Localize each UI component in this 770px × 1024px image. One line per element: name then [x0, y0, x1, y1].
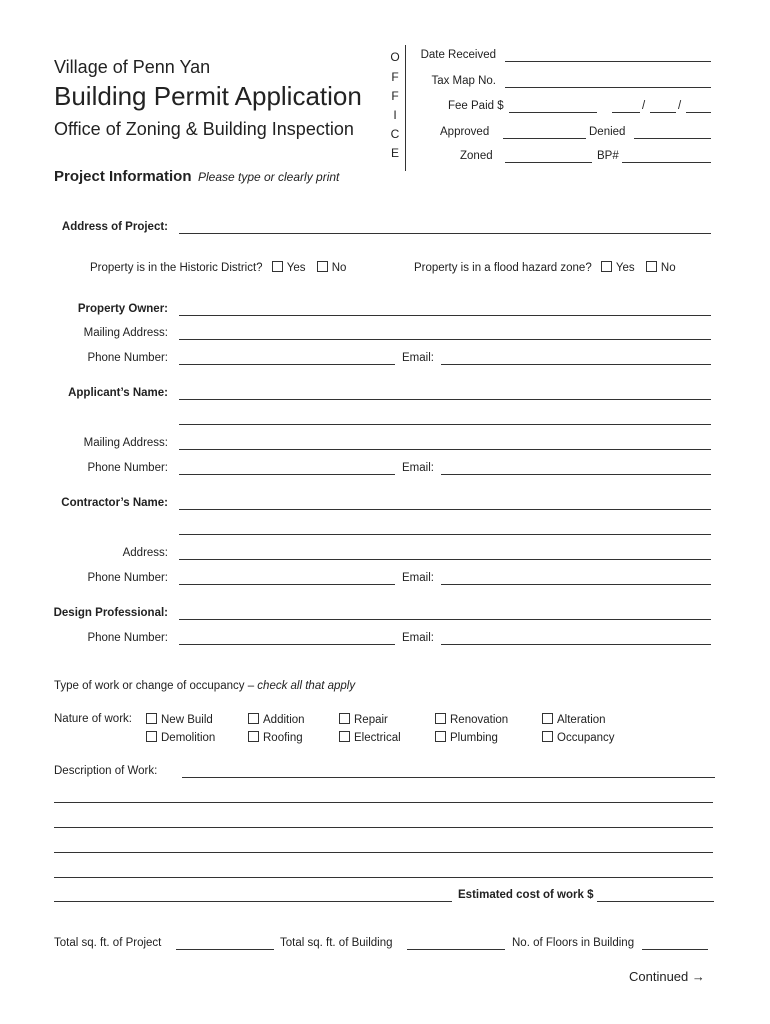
checkbox-icon[interactable]: [146, 731, 157, 742]
flood-yes-label: Yes: [615, 262, 635, 274]
flood-no-option[interactable]: [646, 262, 676, 274]
zoned-label: Zoned: [460, 150, 493, 162]
building-sqft-field[interactable]: [407, 949, 505, 950]
zoned-field[interactable]: [505, 162, 592, 163]
office-letter: O: [390, 50, 400, 64]
design-email-field[interactable]: [441, 644, 711, 645]
owner-mailing-label: Mailing Address:: [83, 327, 168, 339]
option-plumbing[interactable]: [435, 731, 498, 744]
option-electrical[interactable]: [339, 731, 401, 744]
checkbox-icon[interactable]: [146, 713, 157, 724]
description-line-6[interactable]: [54, 901, 452, 902]
description-line-1[interactable]: [182, 777, 715, 778]
option-label: Alteration: [557, 714, 606, 726]
historic-district-question: [90, 261, 346, 274]
applicant-phone-label: Phone Number:: [87, 462, 168, 474]
option-label: Addition: [263, 714, 305, 726]
option-new-build[interactable]: [146, 713, 213, 726]
historic-no-option[interactable]: [317, 262, 347, 274]
arrow-right-icon: →: [691, 969, 705, 984]
description-line-4[interactable]: [54, 852, 713, 853]
historic-question-text: Property is in the Historic District?: [90, 262, 263, 274]
design-professional-field[interactable]: [179, 619, 711, 620]
owner-email-field[interactable]: [441, 364, 711, 365]
contractor-email-field[interactable]: [441, 584, 711, 585]
type-of-work-heading: [54, 680, 355, 692]
checkbox-icon[interactable]: [435, 713, 446, 724]
nature-of-work-label: Nature of work:: [54, 713, 132, 725]
property-owner-field[interactable]: [179, 315, 711, 316]
option-renovation[interactable]: [435, 713, 508, 726]
option-demolition[interactable]: [146, 731, 215, 744]
applicant-mailing-field[interactable]: [179, 449, 711, 450]
flood-question-text: Property is in a flood hazard zone?: [414, 262, 592, 274]
estimated-cost-label: Estimated cost of work $: [458, 889, 594, 901]
applicant-name-field-2[interactable]: [179, 424, 711, 425]
flood-yes-option[interactable]: [601, 262, 635, 274]
type-of-work-label: Type of work or change of occupancy –: [54, 680, 255, 692]
date-received-label: Date Received: [420, 49, 496, 61]
address-of-project-field[interactable]: [179, 233, 711, 234]
flood-no-label: No: [660, 262, 676, 274]
historic-yes-option[interactable]: [272, 262, 306, 274]
option-addition[interactable]: [248, 713, 305, 726]
fee-date-year[interactable]: [686, 112, 711, 113]
type-of-work-note: check all that apply: [257, 680, 356, 692]
office-letter: E: [390, 146, 399, 160]
applicant-name-field[interactable]: [179, 399, 711, 400]
contractor-name-label: Contractor’s Name:: [61, 497, 168, 509]
historic-no-label: No: [331, 262, 347, 274]
checkbox-icon[interactable]: [542, 713, 553, 724]
description-line-3[interactable]: [54, 827, 713, 828]
option-label: Electrical: [354, 732, 401, 744]
tax-map-label: Tax Map No.: [431, 75, 496, 87]
option-roofing[interactable]: [248, 731, 303, 744]
project-sqft-field[interactable]: [176, 949, 274, 950]
option-label: Plumbing: [450, 732, 498, 744]
municipality-name: Village of Penn Yan: [54, 57, 211, 77]
design-professional-label: Design Professional:: [53, 607, 168, 619]
office-letter: F: [391, 89, 399, 103]
contractor-email-label: Email:: [402, 572, 434, 584]
contractor-address-field[interactable]: [179, 559, 711, 560]
design-phone-label: Phone Number:: [87, 632, 168, 644]
description-of-work-label: Description of Work:: [54, 765, 158, 777]
design-phone-field[interactable]: [179, 644, 395, 645]
office-letter: F: [391, 70, 399, 84]
denied-label: Denied: [589, 126, 626, 138]
checkbox-icon[interactable]: [248, 731, 259, 742]
contractor-name-field-2[interactable]: [179, 534, 711, 535]
flood-zone-question: [414, 261, 676, 274]
option-occupancy[interactable]: [542, 731, 615, 744]
project-sqft-label: Total sq. ft. of Project: [54, 937, 162, 949]
option-label: Occupancy: [557, 732, 615, 744]
checkbox-icon[interactable]: [339, 731, 350, 742]
checkbox-icon[interactable]: [542, 731, 553, 742]
checkbox-icon[interactable]: [339, 713, 350, 724]
office-letter: I: [393, 108, 397, 122]
project-info-title: Project Information: [54, 168, 192, 185]
description-line-5[interactable]: [54, 877, 713, 878]
continued-label: Continued: [629, 969, 689, 984]
owner-email-label: Email:: [402, 352, 434, 364]
bp-field[interactable]: [622, 162, 711, 163]
applicant-name-label: Applicant’s Name:: [68, 387, 168, 399]
contractor-name-field[interactable]: [179, 509, 711, 510]
fee-date-slash: /: [678, 100, 682, 112]
applicant-email-field[interactable]: [441, 474, 711, 475]
floors-field[interactable]: [642, 949, 708, 950]
page-title: Building Permit Application: [54, 81, 362, 111]
property-owner-label: Property Owner:: [77, 303, 168, 315]
continued-note: [629, 969, 705, 984]
owner-phone-label: Phone Number:: [87, 352, 168, 364]
building-sqft-label: Total sq. ft. of Building: [280, 937, 393, 949]
option-label: Demolition: [161, 732, 216, 744]
bp-label: BP#: [597, 150, 619, 162]
description-line-2[interactable]: [54, 802, 713, 803]
option-label: Roofing: [263, 732, 303, 744]
checkbox-icon[interactable]: [646, 261, 657, 272]
checkbox-icon[interactable]: [317, 261, 328, 272]
option-label: New Build: [161, 714, 213, 726]
contractor-phone-label: Phone Number:: [87, 572, 168, 584]
contractor-phone-field[interactable]: [179, 584, 395, 585]
floors-label: No. of Floors in Building: [512, 937, 635, 949]
contractor-address-label: Address:: [122, 547, 168, 559]
checkbox-icon[interactable]: [272, 261, 283, 272]
project-info-heading: [54, 168, 339, 186]
fee-date-month[interactable]: [612, 112, 640, 113]
fee-date-slash: /: [642, 100, 646, 112]
fee-paid-field[interactable]: [509, 112, 597, 113]
fee-date-day[interactable]: [650, 112, 676, 113]
office-letter: C: [390, 127, 400, 141]
denied-field[interactable]: [634, 138, 711, 139]
applicant-mailing-label: Mailing Address:: [83, 437, 168, 449]
approved-field[interactable]: [503, 138, 586, 139]
owner-phone-field[interactable]: [179, 364, 395, 365]
fee-paid-label: Fee Paid $: [448, 100, 504, 112]
office-name: Office of Zoning & Building Inspection: [54, 119, 354, 139]
checkbox-icon[interactable]: [248, 713, 259, 724]
approved-label: Approved: [440, 126, 490, 138]
checkbox-icon[interactable]: [435, 731, 446, 742]
option-label: Repair: [354, 714, 388, 726]
design-email-label: Email:: [402, 632, 434, 644]
option-label: Renovation: [450, 714, 509, 726]
owner-mailing-field[interactable]: [179, 339, 711, 340]
historic-yes-label: Yes: [286, 262, 306, 274]
applicant-email-label: Email:: [402, 462, 434, 474]
option-repair[interactable]: [339, 713, 388, 726]
applicant-phone-field[interactable]: [179, 474, 395, 475]
checkbox-icon[interactable]: [601, 261, 612, 272]
option-alteration[interactable]: [542, 713, 606, 726]
project-info-note: Please type or clearly print: [197, 170, 340, 184]
address-of-project-label: Address of Project:: [61, 221, 168, 233]
date-received-field[interactable]: [505, 61, 711, 62]
office-divider: [405, 45, 406, 171]
estimated-cost-field[interactable]: [597, 901, 714, 902]
tax-map-field[interactable]: [505, 87, 711, 88]
